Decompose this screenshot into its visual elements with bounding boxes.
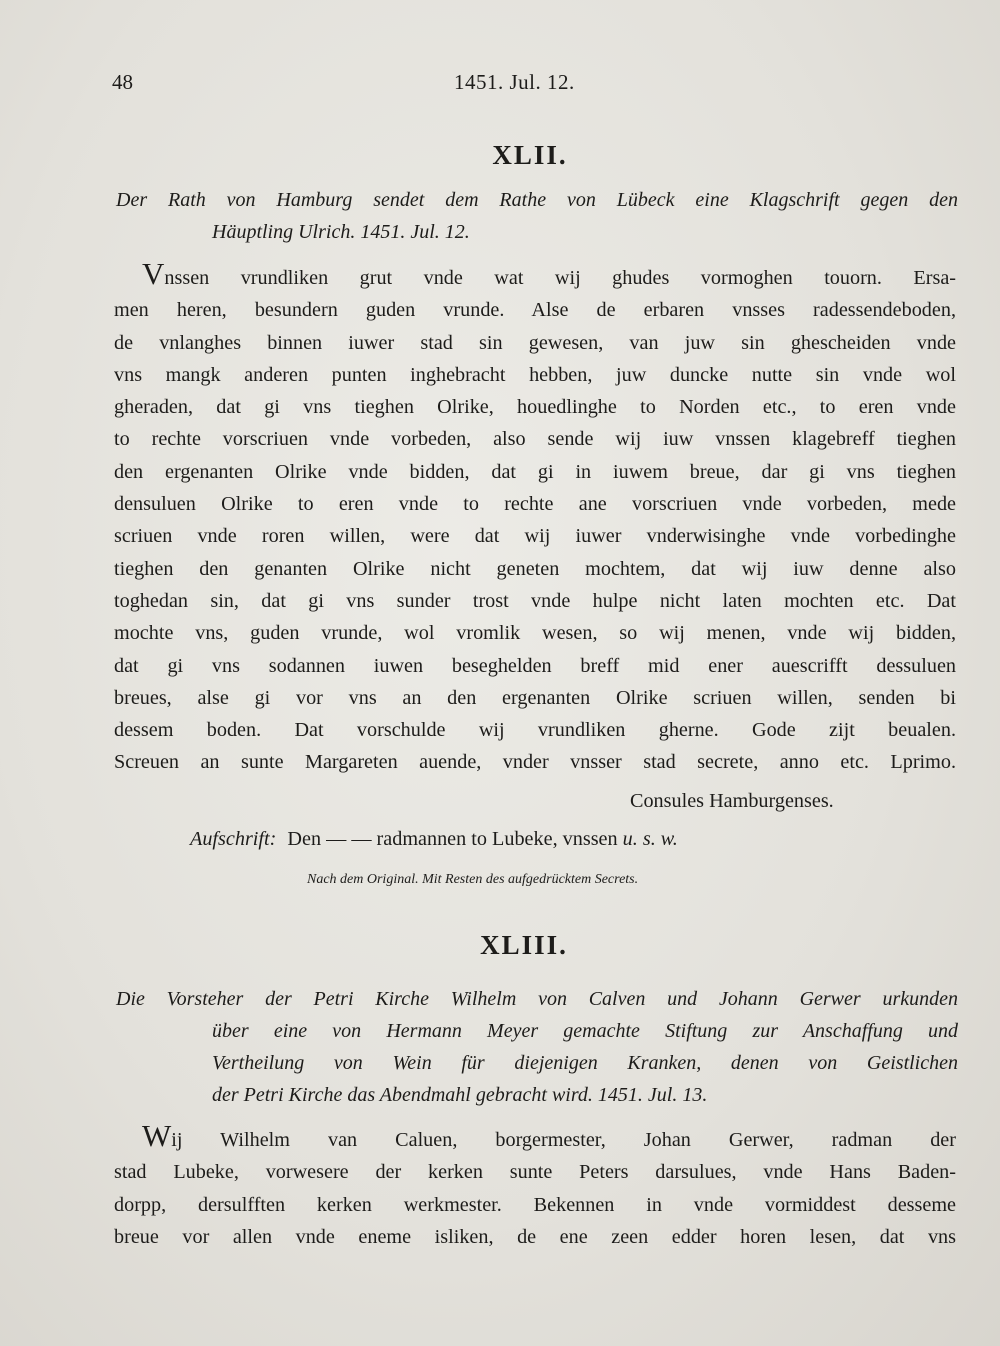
source-note: Nach dem Original. Mit Resten des aufgedrücktem Secrets. — [307, 872, 639, 887]
rubric-line: der Petri Kirche das Abendmahl gebracht wird. 1451. Jul. 13. — [212, 1084, 708, 1106]
rubric-line: Häuptling Ulrich. 1451. Jul. 12. — [212, 221, 470, 243]
body-line: dat gi vns sodannen iuwen beseghelden breff mid ener auescrifft dessuluen — [114, 654, 956, 677]
rubric-xliii — [116, 983, 958, 1111]
initial-letter: W — [142, 1118, 172, 1153]
body-line: dorpp, dersulfften kerken werkmester. Bekennen in vnde vormiddest desseme — [114, 1193, 956, 1216]
signature: Consules Hamburgenses. — [630, 790, 834, 812]
document-number-xlii: XLII. — [492, 140, 568, 170]
body-line: Screuen an sunte Margareten auende, vnder vnsser stad secrete, anno etc. Lprimo. — [114, 751, 956, 774]
address-line — [190, 828, 684, 851]
body-line: densuluen Olrike to eren vnde to rechte ane vorscriuen vnde vorbeden, mede — [114, 493, 956, 516]
address-abbrev: u. s. w. — [622, 828, 678, 850]
document-number-xliii: XLIII. — [480, 930, 568, 960]
rubric-line: Die Vorsteher der Petri Kirche Wilhelm von Calven und Johann Gerwer urkunden — [116, 988, 958, 1010]
page-number: 48 — [112, 70, 133, 94]
body-line: breues, alse gi vor vns an den ergenanten Olrike scriuen willen, senden bi — [114, 686, 956, 709]
body-line: stad Lubeke, vorwesere der kerken sunte Peters darsulues, vnde Hans Baden- — [114, 1161, 956, 1184]
body-line: mochte vns, guden vrunde, wol vromlik wesen, so wij menen, vnde wij bidden, — [114, 622, 956, 645]
body-line: vns mangk anderen punten inghebracht hebben, juw duncke nutte sin vnde wol — [114, 363, 956, 386]
rubric-xlii — [116, 184, 958, 248]
address-label: Aufschrift: — [190, 828, 277, 850]
body-line — [114, 256, 956, 294]
body-line: dessem boden. Dat vorschulde wij vrundliken gherne. Gode zijt beualen. — [114, 719, 956, 742]
body-line-text: nssen vrundliken grut vnde wat wij ghudes vormoghen touorn. Ersa- — [164, 267, 956, 289]
body-line: breue vor allen vnde eneme isliken, de ene zeen edder horen lesen, dat vns — [114, 1225, 956, 1248]
body-line — [114, 1118, 956, 1156]
body-line: men heren, besundern guden vrunde. Alse de erbaren vnsses radessendeboden, — [114, 299, 956, 322]
body-line: toghedan sin, dat gi vns sunder trost vnde hulpe nicht laten mochten etc. Dat — [114, 589, 956, 612]
body-line: scriuen vnde roren willen, were dat wij iuwer vnderwisinghe vnde vorbedinghe — [114, 525, 956, 548]
rubric-line: Vertheilung von Wein für diejenigen Kranken, denen von Geistlichen — [212, 1052, 958, 1074]
body-line: den ergenanten Olrike vnde bidden, dat gi in iuwem breue, dar gi vns tieghen — [114, 460, 956, 483]
body-line: gheraden, dat gi vns tieghen Olrike, houedlinghe to Norden etc., to eren vnde — [114, 396, 956, 419]
body-text-xlii — [114, 256, 956, 779]
running-head: 1451. Jul. 12. — [454, 70, 575, 94]
body-text-xliii — [114, 1118, 956, 1253]
body-line: to rechte vorscriuen vnde vorbeden, also sende wij iuw vnssen klagebreff tieghen — [114, 428, 956, 451]
body-line-text: ij Wilhelm van Caluen, borgermester, Johan Gerwer, radman der — [171, 1129, 956, 1151]
initial-letter: V — [142, 256, 165, 291]
body-line: de vnlanghes binnen iuwer stad sin gewesen, van juw sin ghescheiden vnde — [114, 331, 956, 354]
body-line: tieghen den genanten Olrike nicht geneten mochtem, dat wij iuw denne also — [114, 557, 956, 580]
page-header — [112, 70, 954, 102]
rubric-line: Der Rath von Hamburg sendet dem Rathe von Lübeck eine Klagschrift gegen den — [116, 189, 958, 211]
rubric-line: über eine von Hermann Meyer gemachte Stiftung zur Anschaffung und — [212, 1020, 958, 1042]
address-text: Den — — radmannen to Lubeke, vnssen — [287, 828, 618, 850]
